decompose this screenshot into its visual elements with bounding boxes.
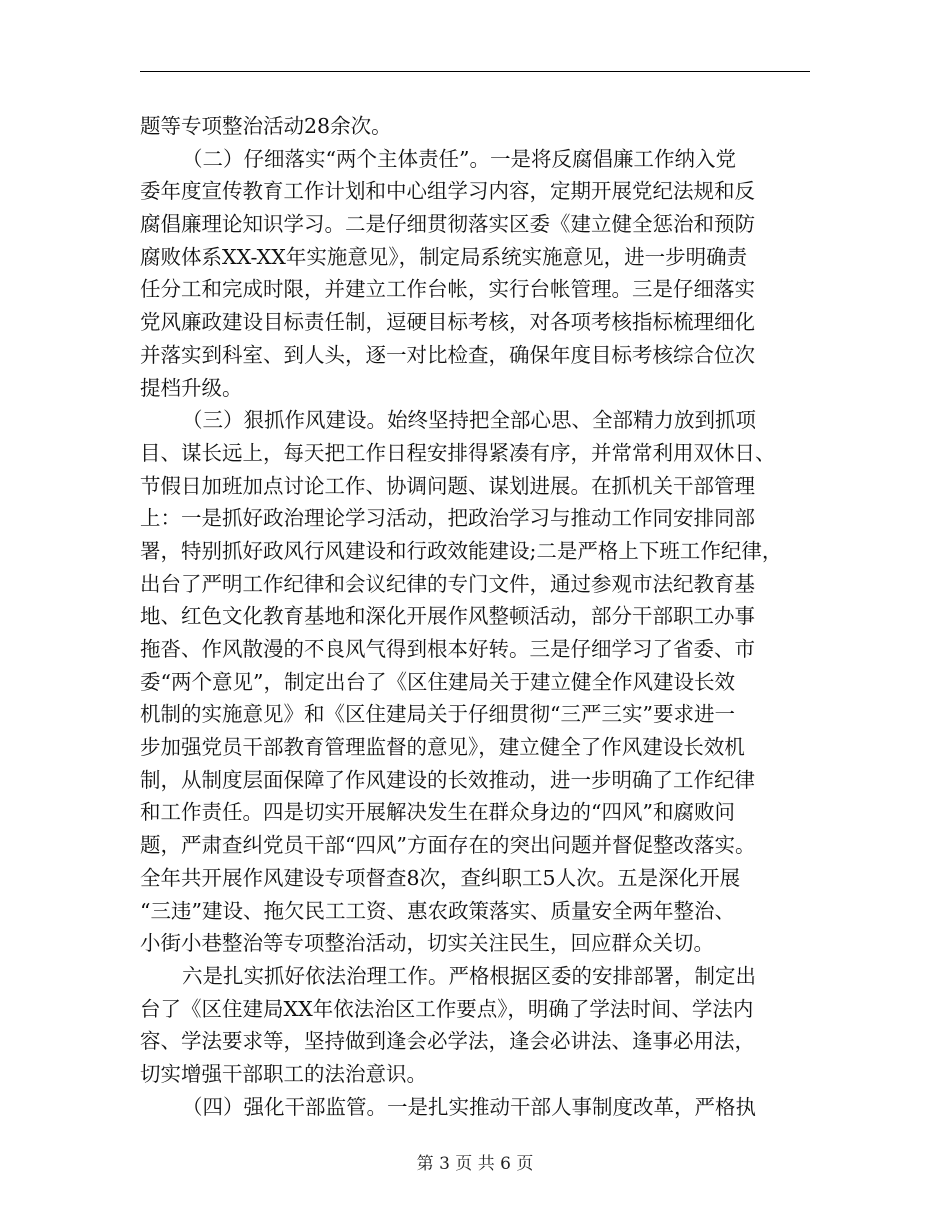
text-line: 步加强党员干部教育管理监督的意见》，建立健全了作风建设长效机 xyxy=(140,735,745,760)
body-text xyxy=(140,110,820,1123)
text-line: 小街小巷整治等专项整治活动，切实关注民生，回应群众关切。 xyxy=(140,931,714,956)
text-line: 委年度宣传教育工作计划和中心组学习内容，定期开展党纪法规和反 xyxy=(140,179,755,204)
paragraph-first-line: 六是扎实抓好依法治理工作。严格根据区委的安排部署，制定出 xyxy=(182,963,756,988)
text-line: 任分工和完成时限，并建立工作台帐，实行台帐管理。三是仔细落实 xyxy=(140,277,755,302)
text-line: 腐败体系XX-XX年实施意见》，制定局系统实施意见，进一步明确责 xyxy=(140,244,748,269)
text-line: 全年共开展作风建设专项督查8次，查纠职工5人次。五是深化开展 xyxy=(140,865,741,890)
text-line: 题等专项整治活动28余次。 xyxy=(140,114,392,138)
text-line: 目、谋长远上，每天把工作日程安排得紧凑有序，并常常利用双休日、 xyxy=(140,440,776,465)
page-number-footer: 第 3 页 共 6 页 xyxy=(416,1154,534,1174)
text-line: 机制的实施意见》和《区住建局关于仔细贯彻“三严三实”要求进一 xyxy=(140,702,735,727)
text-line: 并落实到科室、到人头，逐一对比检查，确保年度目标考核综合位次 xyxy=(140,342,755,367)
paragraph-first-line: （三）狠抓作风建设。始终坚持把全部心思、全部精力放到抓项 xyxy=(182,408,756,433)
text-line: 台了《区住建局XX年依法治区工作要点》，明确了学法时间、学法内 xyxy=(140,996,754,1021)
text-line: 委“两个意见”，制定出台了《区住建局关于建立健全作风建设长效 xyxy=(140,669,735,694)
header-rule xyxy=(140,71,810,72)
text-line: 署，特别抓好政风行风建设和行政效能建设;二是严格上下班工作纪律， xyxy=(140,538,783,563)
text-line: “三违”建设、拖欠民工工资、惠农政策落实、质量安全两年整治、 xyxy=(140,898,735,923)
text-line: 拖沓、作风散漫的不良风气得到根本好转。三是仔细学习了省委、市 xyxy=(140,637,755,661)
text-line: 地、红色文化教育基地和深化开展作风整顿活动，部分干部职工办事 xyxy=(140,604,755,629)
text-line: 切实增强干部职工的法治意识。 xyxy=(140,1061,427,1086)
text-line: 党风廉政建设目标责任制，逗硬目标考核，对各项考核指标梳理细化 xyxy=(140,310,755,335)
text-line: 出台了严明工作纪律和会议纪律的专门文件，通过参观市法纪教育基 xyxy=(140,571,755,596)
text-line: 腐倡廉理论知识学习。二是仔细贯彻落实区委《建立健全惩治和预防 xyxy=(140,212,755,237)
text-line: 题，严肃查纠党员干部“四风”方面存在的突出问题并督促整改落实。 xyxy=(140,833,756,858)
text-line: 节假日加班加点讨论工作、协调问题、谋划进展。在抓机关干部管理 xyxy=(140,473,755,498)
paragraph-first-line: （四）强化干部监管。一是扎实推动干部人事制度改革，严格执 xyxy=(182,1094,756,1119)
text-line: 上：一是抓好政治理论学习活动，把政治学习与推动工作同安排同部 xyxy=(140,506,755,531)
text-line: 容、学法要求等，坚持做到逢会必学法，逢会必讲法、逢事必用法， xyxy=(140,1029,755,1054)
text-line: 和工作责任。四是切实开展解决发生在群众身边的“四风”和腐败问 xyxy=(140,800,735,825)
text-line: 提档升级。 xyxy=(140,375,243,400)
paragraph-first-line: （二）仔细落实“两个主体责任”。一是将反腐倡廉工作纳入党 xyxy=(182,146,736,171)
text-line: 制，从制度层面保障了作风建设的长效推动，进一步明确了工作纪律 xyxy=(140,767,755,792)
